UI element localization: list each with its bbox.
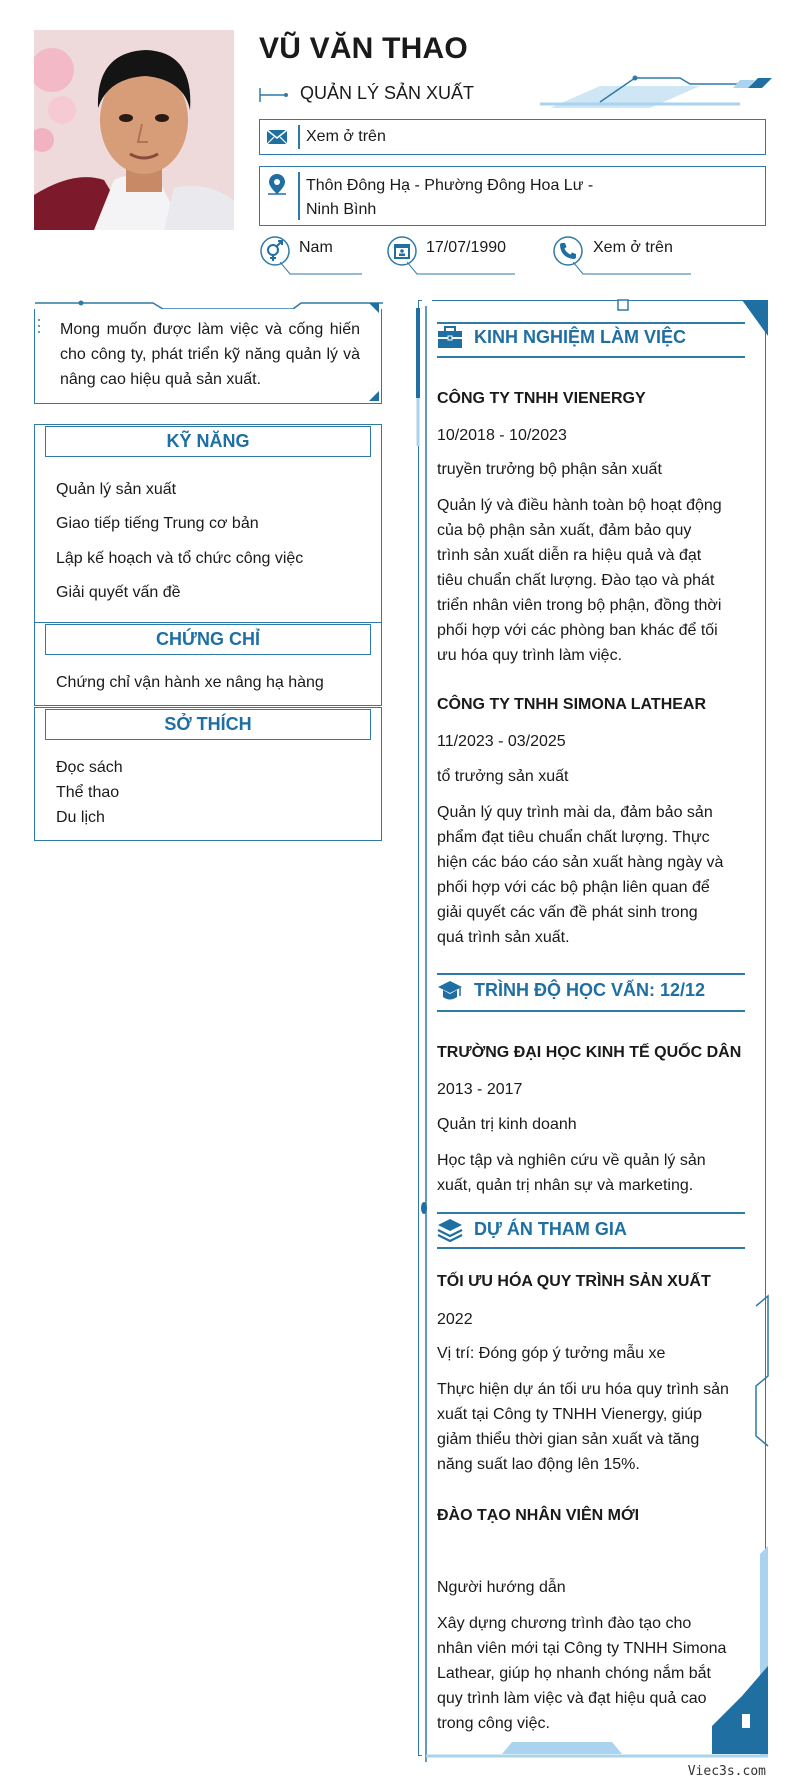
objective-panel: [34, 300, 382, 404]
hobby-item: Du lịch: [56, 809, 105, 826]
graduation-cap-icon: [437, 979, 463, 1003]
objective-text: Mong muốn được làm việc và cống hiến cho công ty, phát triển kỹ năng quản lý và nâng cao hiệu quả sản xuất.: [60, 321, 360, 388]
desc-line: tiêu chuẩn chất lượng. Đào tạo và phát: [437, 572, 715, 589]
project-name: ĐÀO TẠO NHÂN VIÊN MỚI: [437, 1507, 640, 1524]
birthdate-value: 17/07/1990: [426, 239, 507, 256]
desc-line: Thực hiện dự án tối ưu hóa quy trình sản: [437, 1381, 729, 1398]
corner-decoration: [365, 303, 379, 317]
job-description: [437, 800, 749, 950]
hobby-item: Thể thao: [56, 784, 120, 801]
desc-line: Quản lý quy trình mài da, đảm bảo sản: [437, 804, 713, 821]
skill-item: Quản lý sản xuất: [56, 481, 177, 498]
project-description: [437, 1611, 749, 1736]
desc-line: giảm thiểu thời gian sản xuất và tăng: [437, 1431, 700, 1448]
desc-line: xuất, quản trị nhân sự và marketing.: [437, 1177, 694, 1194]
experience-title: KINH NGHIỆM LÀM VIỆC: [474, 327, 687, 347]
desc-line: phẩm đạt tiêu chuẩn chất lượng. Thực: [437, 829, 710, 846]
desc-line: hiện các báo cáo sản xuất hàng ngày và: [437, 854, 724, 871]
briefcase-icon: [437, 326, 463, 350]
certificates-panel: [34, 622, 382, 706]
skill-item: Giải quyết vấn đề: [56, 584, 181, 601]
address-separator: [298, 172, 300, 220]
profile-photo: [34, 30, 234, 230]
portrait-image: [34, 30, 234, 230]
school-name: TRƯỜNG ĐẠI HỌC KINH TẾ QUỐC DÂN: [437, 1044, 742, 1061]
projects-top-line: [437, 1212, 745, 1214]
footer-watermark: Viec3s.com: [687, 1764, 766, 1779]
education-bottom-line: [437, 1010, 745, 1012]
project-role: Vị trí: Đóng góp ý tưởng mẫu xe: [437, 1345, 666, 1362]
desc-line: trong công việc.: [437, 1715, 550, 1732]
desc-line: năng suất lao động lên 15%.: [437, 1456, 640, 1473]
desc-line: quá trình sản xuất.: [437, 929, 570, 946]
hobbies-title: SỞ THÍCH: [45, 709, 371, 740]
desc-line: Xây dựng chương trình đào tạo cho: [437, 1615, 692, 1632]
desc-line: phối hợp với các bộ phận liên quan để: [437, 879, 710, 896]
corner-decoration: [369, 391, 379, 401]
projects-bottom-line: [437, 1247, 745, 1249]
email-icon: [266, 126, 288, 148]
desc-line: triển nhân viên trong bộ phận, đồng thời: [437, 597, 722, 614]
desc-line: xuất tại Công ty TNHH Vienergy, giúp: [437, 1406, 703, 1423]
education-description: [437, 1148, 749, 1198]
address-line-1: Thôn Đông Hạ - Phường Đông Hoa Lư -: [306, 177, 594, 194]
desc-line: Học tập và nghiên cứu về quản lý sản: [437, 1152, 706, 1169]
role-bracket-icon: [259, 86, 289, 104]
project-role: Người hướng dẫn: [437, 1579, 566, 1596]
desc-line: của bộ phận sản xuất, đảm bảo quy: [437, 522, 692, 539]
skill-item: Giao tiếp tiếng Trung cơ bản: [56, 515, 259, 532]
project-name: TỐI ƯU HÓA QUY TRÌNH SẢN XUẤT: [437, 1273, 711, 1290]
email-separator: [298, 125, 300, 149]
dots-decoration: [37, 317, 41, 343]
hobby-item: Đọc sách: [56, 759, 123, 776]
experience-top-line: [437, 322, 745, 324]
objective-top-decoration: [33, 297, 383, 309]
job-description: [437, 493, 749, 668]
layers-icon: [437, 1218, 463, 1242]
skills-title: KỸ NĂNG: [45, 426, 371, 457]
certificate-item: Chứng chỉ vận hành xe nâng hạ hàng: [56, 674, 324, 691]
hobbies-panel: [34, 707, 382, 841]
desc-line: phối hợp với các phòng ban khác để tối: [437, 622, 718, 639]
address-value: [306, 174, 593, 222]
job-period: 10/2018 - 10/2023: [437, 427, 567, 444]
experience-bottom-line: [437, 356, 745, 358]
location-pin-icon: [266, 173, 288, 195]
education-top-line: [437, 973, 745, 975]
desc-line: ưu hóa quy trình làm việc.: [437, 647, 623, 664]
gender-underline: [280, 262, 362, 276]
desc-line: giải quyết các vấn đề phát sinh trong: [437, 904, 698, 921]
job-company: CÔNG TY TNHH VIENERGY: [437, 390, 646, 407]
email-value: Xem ở trên: [306, 128, 386, 145]
address-field: [259, 166, 766, 226]
education-title: TRÌNH ĐỘ HỌC VẤN: 12/12: [474, 980, 706, 1000]
education-major: Quản trị kinh doanh: [437, 1116, 577, 1133]
email-field: [259, 119, 766, 155]
desc-line: Quản lý và điều hành toàn bộ hoạt động: [437, 497, 722, 514]
skills-panel: [34, 424, 382, 624]
gender-value: Nam: [299, 239, 333, 256]
education-period: 2013 - 2017: [437, 1081, 523, 1098]
desc-line: trình sản xuất diễn ra hiệu quả và đạt: [437, 547, 702, 564]
job-company: CÔNG TY TNHH SIMONA LATHEAR: [437, 696, 707, 713]
project-year: 2022: [437, 1311, 473, 1328]
header-decoration: [540, 74, 772, 114]
birthdate-underline: [407, 262, 515, 276]
desc-line: nhân viên mới tại Công ty TNHH Simona: [437, 1640, 727, 1657]
desc-line: quy trình làm việc và đạt hiệu quả cao: [437, 1690, 707, 1707]
candidate-name: VŨ VĂN THAO: [259, 32, 468, 65]
address-line-2: Ninh Bình: [306, 201, 377, 218]
job-title: QUẢN LÝ SẢN XUẤT: [300, 83, 475, 103]
skill-item: Lập kế hoạch và tổ chức công việc: [56, 550, 304, 567]
job-position: tổ trưởng sản xuất: [437, 768, 569, 785]
job-position: truyền trưởng bộ phận sản xuất: [437, 461, 662, 478]
certificates-title: CHỨNG CHỈ: [45, 624, 371, 655]
desc-line: Lathear, giúp họ nhanh chóng nắm bắt: [437, 1665, 711, 1682]
projects-title: DỰ ÁN THAM GIA: [474, 1219, 627, 1239]
phone-value: Xem ở trên: [593, 239, 673, 256]
project-description: [437, 1377, 749, 1477]
job-period: 11/2023 - 03/2025: [437, 733, 566, 750]
phone-underline: [573, 262, 691, 276]
